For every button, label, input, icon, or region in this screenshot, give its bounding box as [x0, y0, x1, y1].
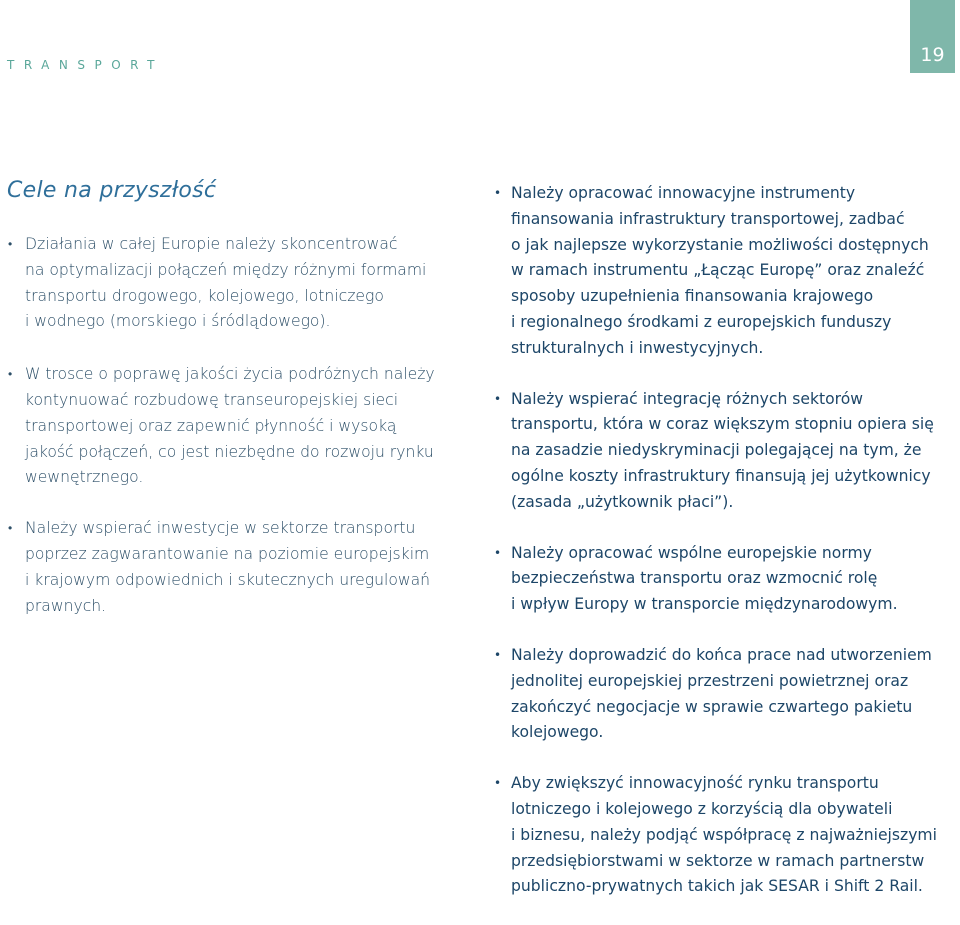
text-line: lotniczego i kolejowego z korzyścią dla obywateli — [511, 799, 893, 818]
text-line: Należy opracować innowacyjne instrumenty — [511, 184, 856, 202]
text-line: sposoby uzupełnienia finansowania krajowego — [511, 287, 874, 306]
text-line: (zasada „użytkownik płaci”). — [511, 492, 734, 511]
list-item-text — [511, 771, 955, 900]
text-line: wewnętrznego. — [25, 468, 144, 487]
list-item-text — [511, 181, 955, 362]
section-heading: Cele na przyszłość — [7, 178, 217, 203]
text-line: i wodnego (morskiego i śródlądowego). — [25, 312, 331, 331]
text-line: w ramach instrumentu „Łącząc Europę” oraz znaleźć — [511, 261, 925, 280]
text-line: i regionalnego środkami z europejskich funduszy — [511, 312, 892, 331]
text-line: jednolitej europejskiej przestrzeni powietrznej oraz — [511, 671, 909, 690]
text-line: kolejowego. — [511, 723, 604, 742]
page-number: 19 — [910, 0, 955, 73]
list-item — [7, 362, 462, 491]
list-item-text — [511, 643, 955, 746]
list-item-text — [511, 541, 955, 618]
text-line: transportowej oraz zapewnić płynność i wysoką — [25, 416, 397, 435]
text-line: zakończyć negocjacje w sprawie czwartego pakietu — [511, 697, 913, 716]
left-bullet-list — [7, 232, 462, 644]
text-line: Należy wspierać inwestycje w sektorze transportu — [25, 519, 416, 538]
list-item — [7, 516, 462, 619]
text-line: Należy wspierać integrację różnych sektorów — [511, 389, 864, 408]
list-item — [493, 771, 955, 900]
text-line: i krajowym odpowiednich i skutecznych uregulowań — [25, 570, 431, 589]
text-line: o jak najlepsze wykorzystanie możliwości dostępnych — [511, 235, 929, 254]
text-line: transportu drogowego, kolejowego, lotniczego — [25, 286, 384, 305]
list-item-text — [25, 362, 462, 491]
bullet-icon: • — [494, 647, 502, 662]
bullet-icon: • — [494, 186, 502, 200]
text-line: jakość połączeń, co jest niezbędne do rozwoju rynku — [25, 442, 434, 461]
list-item — [493, 541, 955, 618]
text-line: finansowania infrastruktury transportowej, zadbać — [511, 209, 905, 228]
text-line: Aby zwiększyć innowacyjność rynku transportu — [511, 774, 879, 793]
bullet-icon: • — [8, 521, 13, 536]
text-line: Należy opracować wspólne europejskie normy — [511, 543, 872, 562]
list-item-text — [25, 232, 462, 335]
text-line: przedsiębiorstwami w sektorze w ramach partnerstw — [511, 851, 925, 870]
text-line: transportu, która w coraz większym stopniu opiera się — [511, 415, 934, 434]
list-item — [493, 181, 955, 362]
list-item-text — [511, 387, 955, 516]
bullet-icon: • — [8, 237, 13, 251]
text-line: kontynuować rozbudowę transeuropejskiej sieci — [25, 390, 399, 409]
text-line: Działania w całej Europie należy skoncentrować — [25, 235, 398, 253]
text-line: ogólne koszty infrastruktury finansują jej użytkownicy — [511, 466, 931, 485]
text-line: Należy doprowadzić do końca prace nad utworzeniem — [511, 645, 932, 664]
text-line: poprzez zagwarantowanie na poziomie europejskim — [25, 544, 430, 563]
bullet-icon: • — [494, 545, 502, 560]
text-line: na optymalizacji połączeń między różnymi formami — [25, 260, 427, 279]
bullet-icon: • — [494, 391, 502, 406]
text-line: publiczno-prywatnych takich jak SESAR i Shift 2 Rail. — [511, 877, 923, 896]
text-line: i biznesu, należy podjąć współpracę z najważniejszymi — [511, 825, 937, 844]
text-line: strukturalnych i inwestycyjnych. — [511, 338, 764, 357]
text-line: prawnych. — [25, 596, 107, 615]
right-bullet-list — [493, 181, 955, 925]
bullet-icon: • — [494, 776, 502, 791]
text-line: bezpieczeństwa transportu oraz wzmocnić rolę — [511, 569, 878, 588]
text-line: i wpływ Europy w transporcie międzynarodowym. — [511, 595, 898, 614]
list-item — [493, 643, 955, 746]
section-label: TRANSPORT — [7, 58, 164, 72]
bullet-icon: • — [8, 367, 13, 382]
text-line: W trosce o poprawę jakości życia podróżnych należy — [25, 365, 435, 384]
list-item-text — [25, 516, 462, 619]
text-line: na zasadzie niedyskryminacji polegającej na tym, że — [511, 441, 922, 460]
list-item — [493, 387, 955, 516]
list-item — [7, 232, 462, 335]
